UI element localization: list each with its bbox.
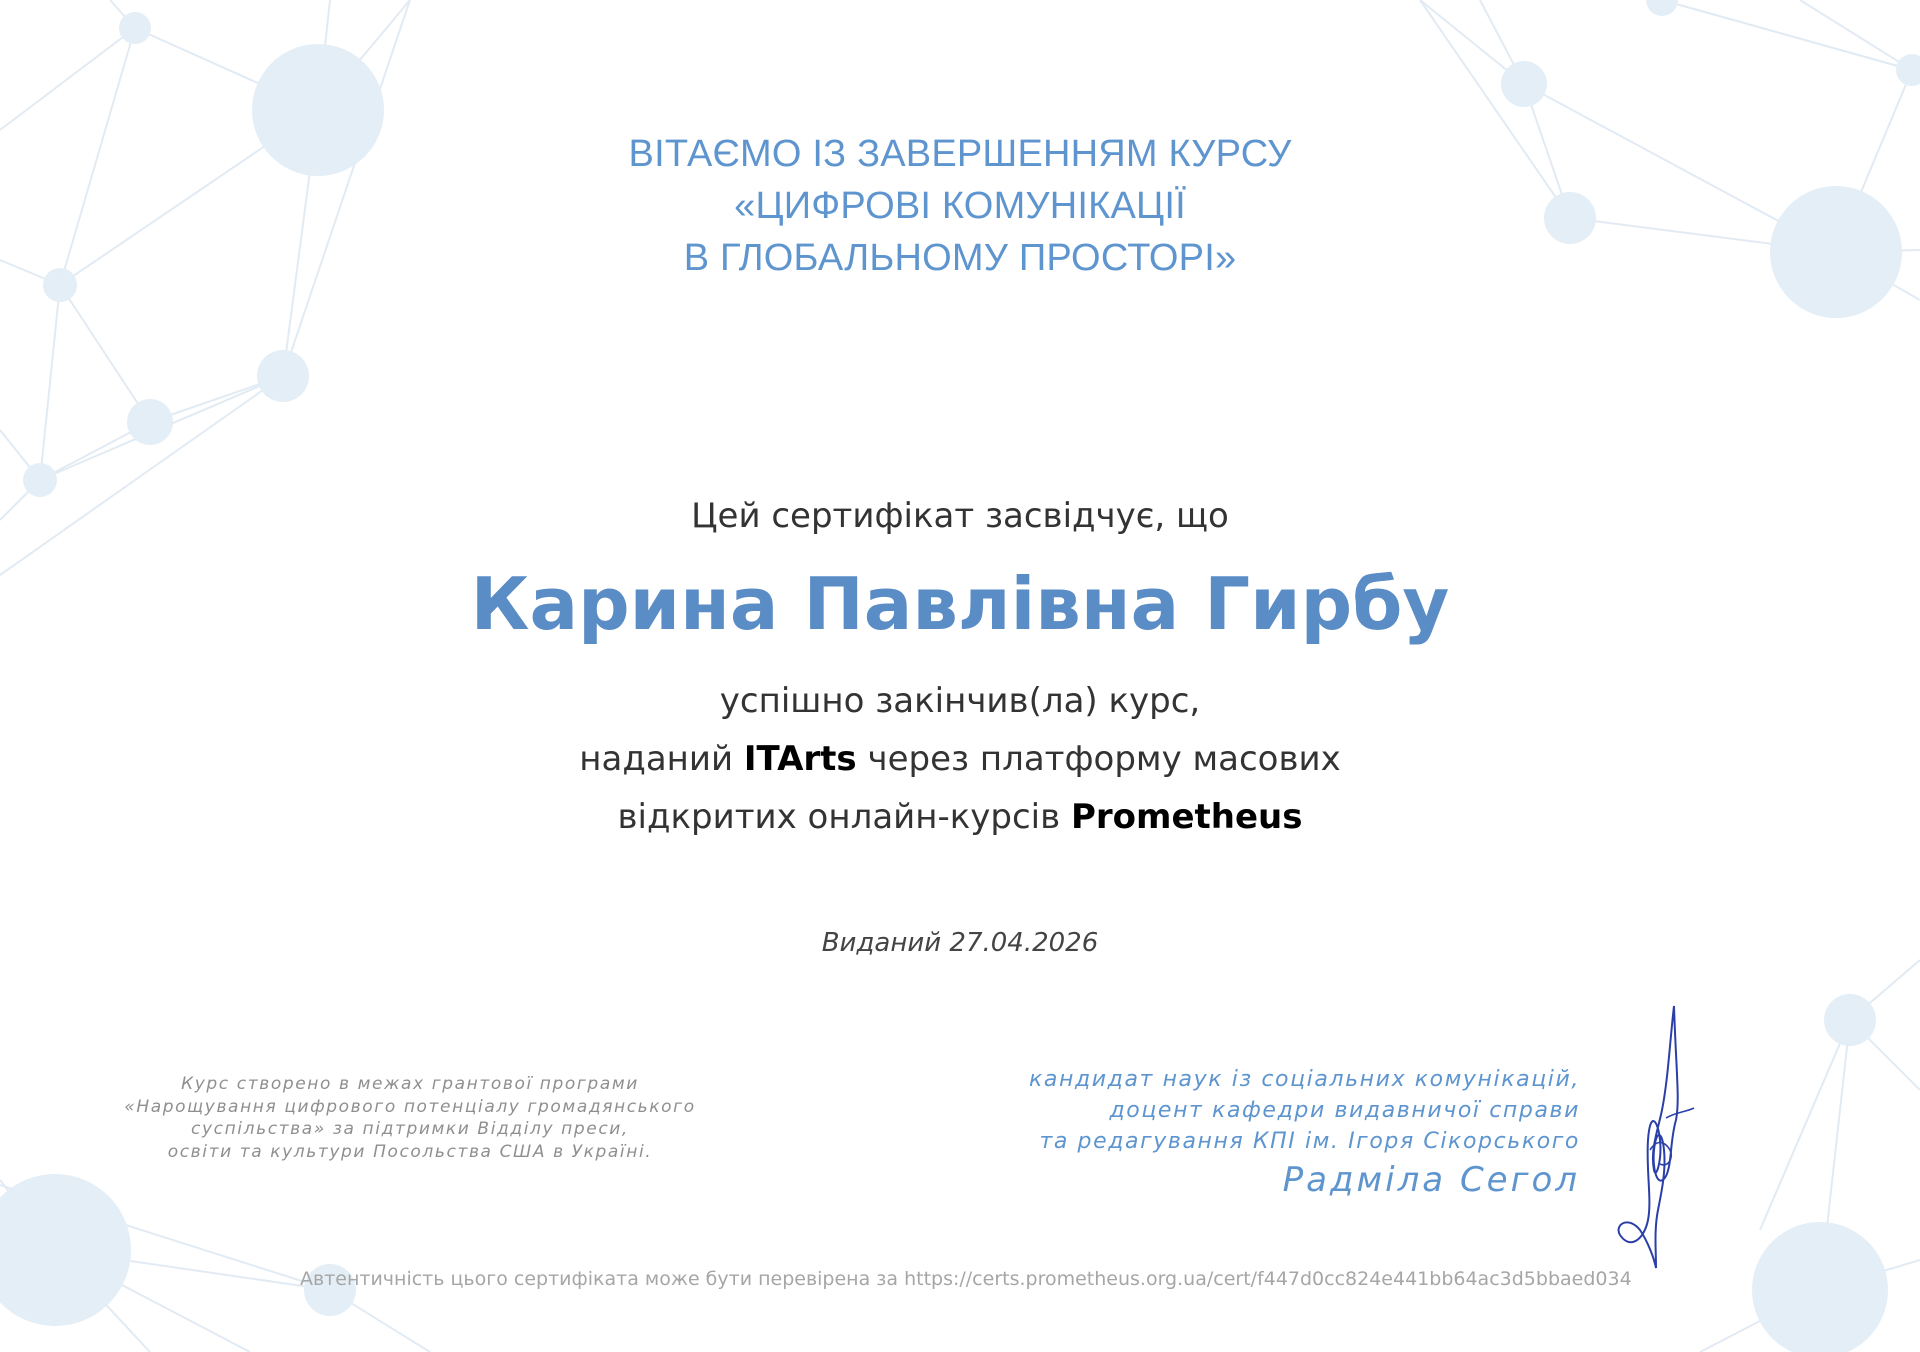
signer-title [960, 1064, 1580, 1157]
provided-by-text: наданий [579, 739, 744, 779]
verification-note: Автентичність цього сертифіката може бути перевірена за https://certs.prometheus.org.ua/cert/f447d0cc824e441bb64ac3d5bbaed034 [300, 1268, 1632, 1290]
signer-title-line-1: кандидат наук із соціальних комунікацій, [1029, 1067, 1580, 1092]
heading-line-2: «ЦИФРОВІ КОМУНІКАЦІЇ [734, 185, 1186, 227]
completion-line-2 [360, 730, 1560, 788]
platform-name: Prometheus [1070, 797, 1303, 837]
completion-line-1: успішно закінчив(ла) курс, [719, 681, 1201, 721]
heading-line-1: ВІТАЄМО ІЗ ЗАВЕРШЕННЯМ КУРСУ [628, 133, 1292, 175]
mooc-text: відкритих онлайн-курсів [617, 797, 1071, 837]
grant-line-3: суспільства» за підтримки Відділу преси, [191, 1119, 629, 1139]
handwritten-signature [1610, 1000, 1700, 1270]
heading-line-3: В ГЛОБАЛЬНОМУ ПРОСТОРІ» [683, 237, 1237, 279]
grant-line-1: Курс створено в межах грантової програми [181, 1074, 639, 1094]
recipient-name: Карина Павлівна Гирбу [470, 562, 1450, 646]
via-platform-text: через платформу масових [856, 739, 1341, 779]
certifies-intro: Цей сертифікат засвідчує, що [691, 496, 1229, 536]
course-congratulations-heading [460, 128, 1460, 284]
signer-title-line-3: та редагування КПІ ім. Ігоря Сікорського [1039, 1129, 1580, 1154]
issue-date: Виданий 27.04.2026 [821, 928, 1099, 958]
grant-note [120, 1073, 700, 1163]
grant-line-4: освіти та культури Посольства США в Україні. [167, 1141, 653, 1162]
provider-name: ITArts [743, 739, 857, 779]
signer-title-line-2: доцент кафедри видавничої справи [1109, 1098, 1580, 1123]
completion-line-3 [360, 788, 1560, 846]
signer-name: Радміла Сегол [1282, 1160, 1580, 1200]
grant-line-2: «Нарощування цифрового потенціалу громадянського [124, 1096, 696, 1117]
completion-statement [360, 672, 1560, 846]
